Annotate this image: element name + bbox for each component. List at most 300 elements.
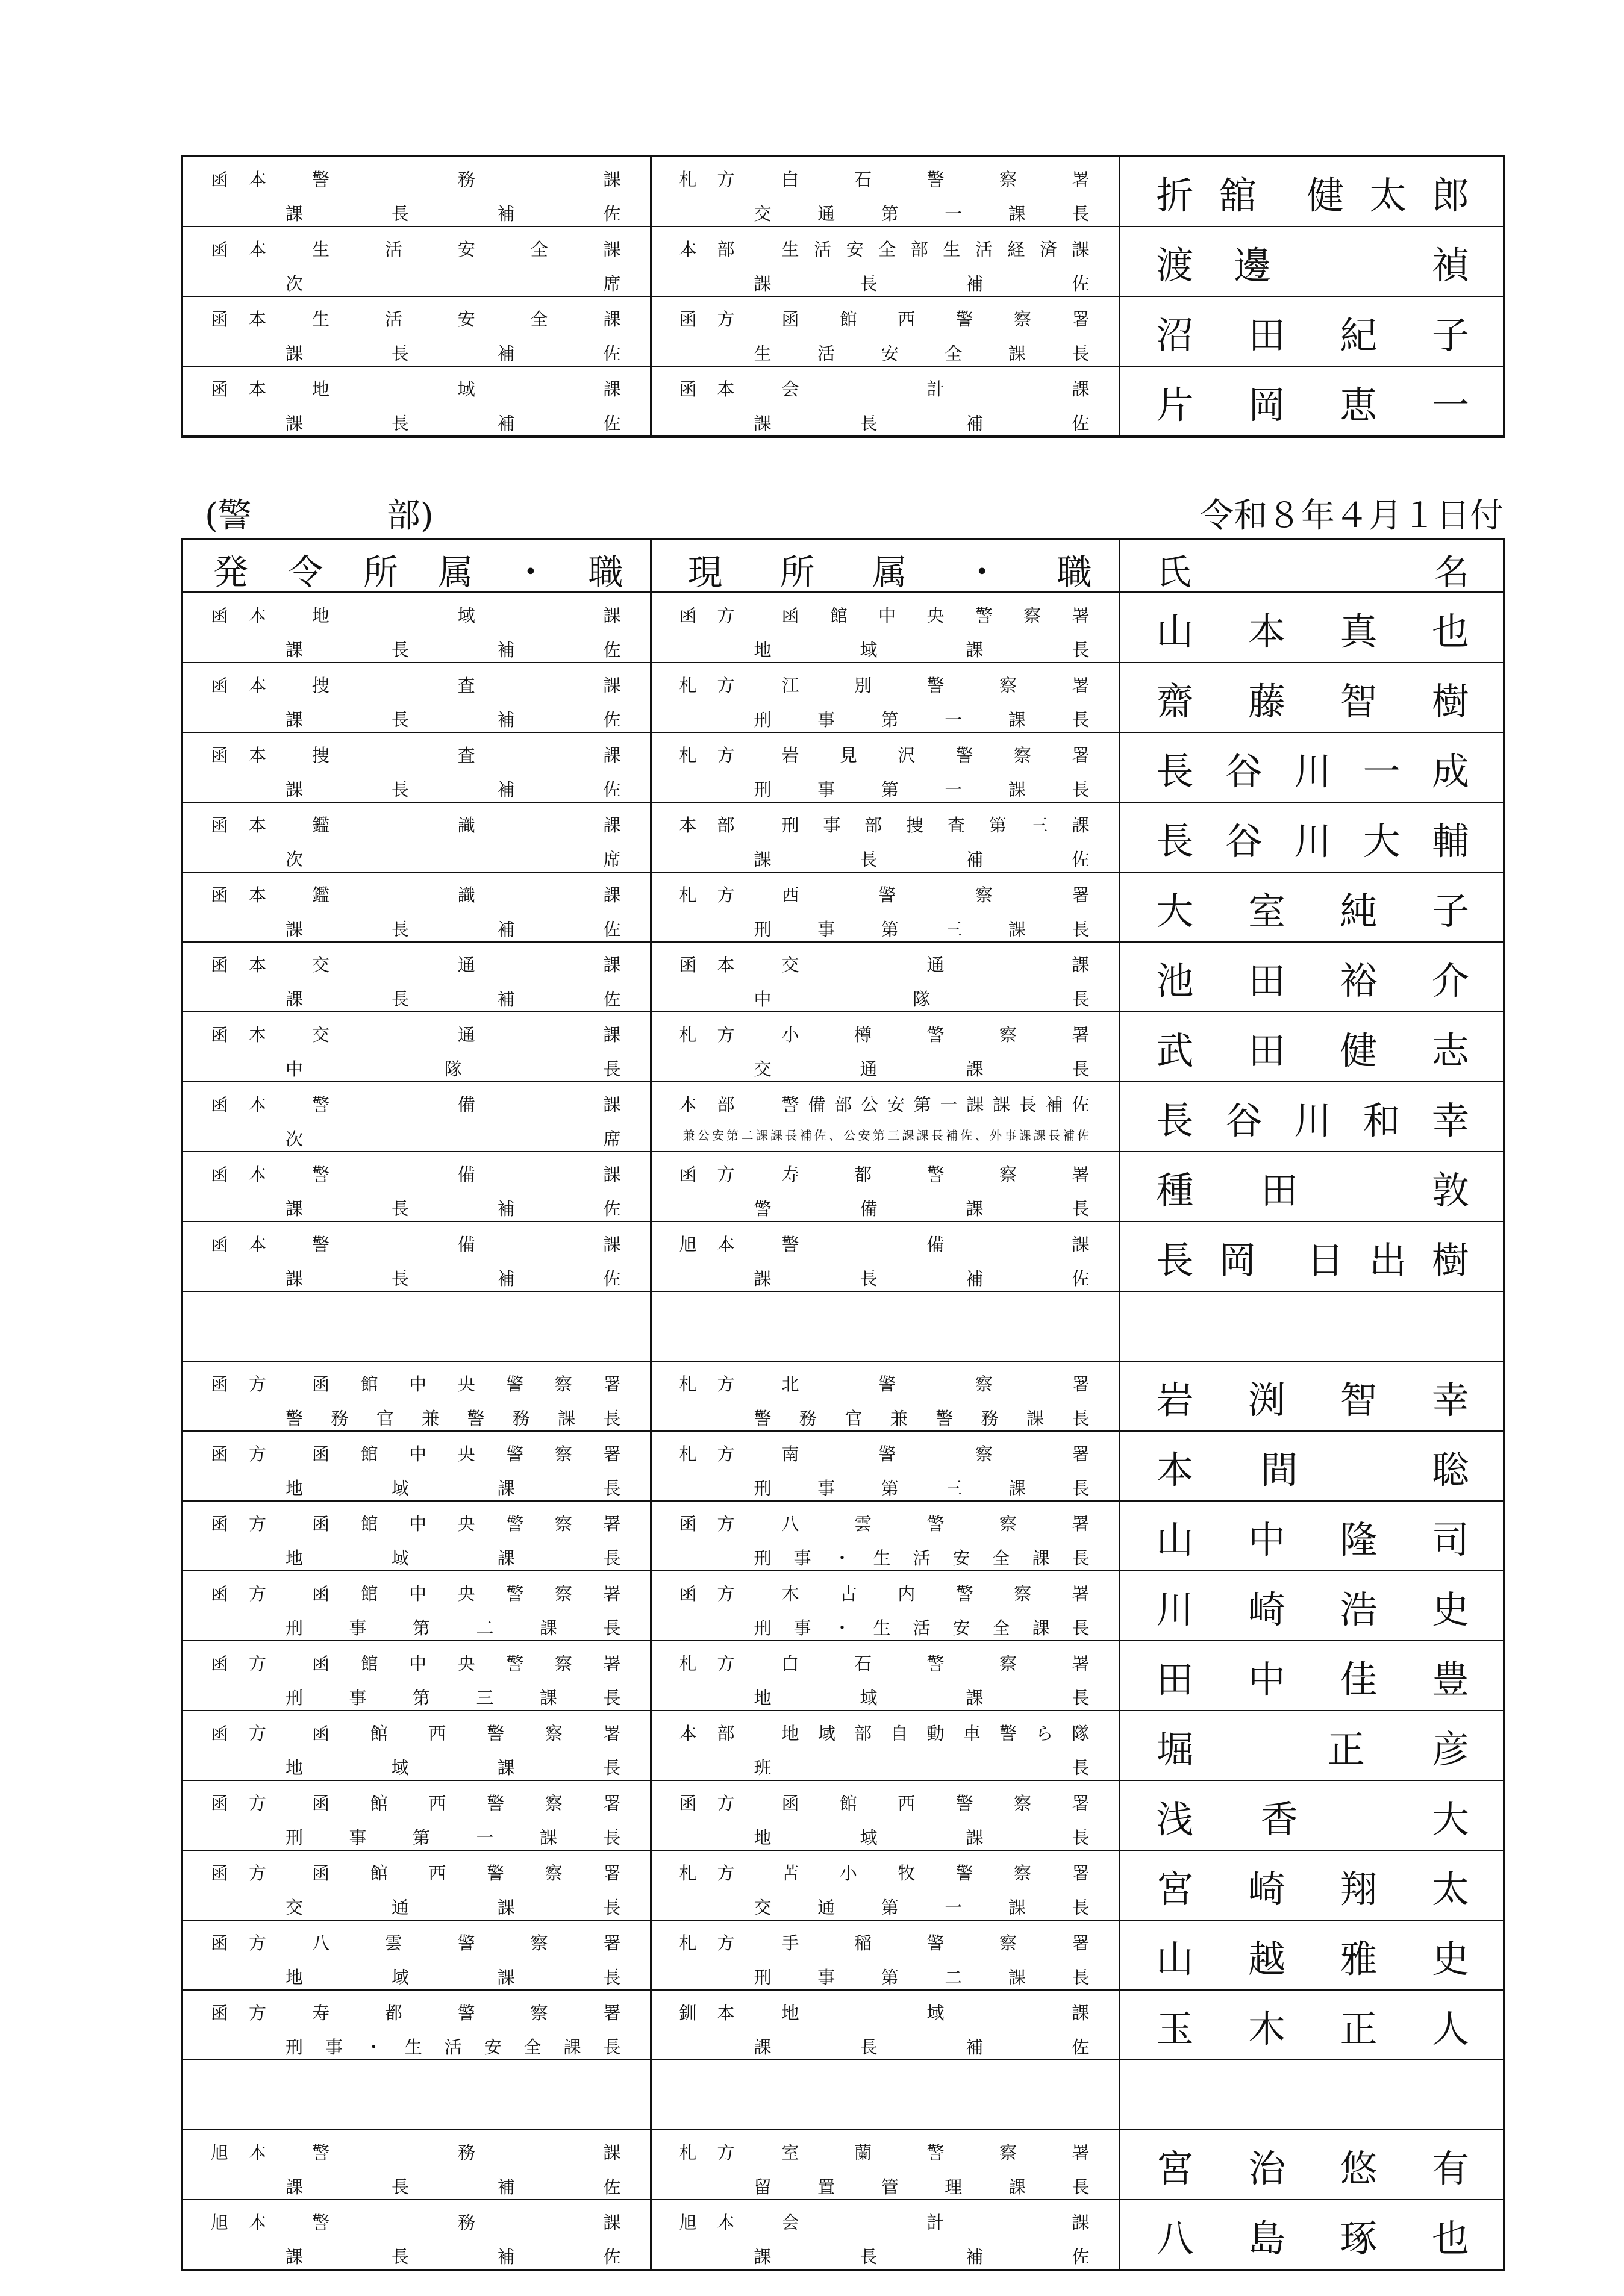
from-unit: 警備課 — [312, 1164, 621, 1185]
current-title: 課長補佐 — [754, 2247, 1090, 2266]
current-post-cell — [651, 1850, 1119, 1920]
from-unit: 函館西警察署 — [312, 1792, 621, 1814]
table-header-row — [182, 539, 1504, 592]
name-char: 也 — [1431, 610, 1469, 654]
table-row — [182, 156, 1504, 226]
name-char: 聡 — [1431, 1448, 1469, 1492]
name-char: 樹 — [1431, 679, 1469, 723]
current-region: 釧本 — [679, 2002, 735, 2023]
from-post-line1 — [211, 307, 621, 329]
from-title: 課長補佐 — [286, 640, 621, 660]
current-region: 函本 — [679, 954, 735, 975]
from-title: 中隊長 — [286, 1059, 621, 1079]
from-post-cell — [182, 1361, 651, 1431]
current-post-line1 — [679, 376, 1090, 399]
name-cell — [1119, 1361, 1504, 1431]
name-char: 子 — [1431, 313, 1469, 357]
from-title: 地域課長 — [286, 1967, 621, 1987]
name-cell — [1119, 2200, 1504, 2270]
name-char: 邊 — [1234, 243, 1272, 287]
current-region: 旭本 — [679, 2212, 735, 2233]
name-char: 舘 — [1219, 173, 1257, 217]
from-region: 函方 — [211, 2002, 266, 2023]
name-char: 宮 — [1156, 1867, 1194, 1911]
current-unit: 木古内警察署 — [781, 1583, 1090, 1604]
current-title: 刑事第二課長 — [754, 1967, 1090, 1987]
name-cell — [1119, 1152, 1504, 1221]
from-post-cell — [182, 872, 651, 942]
name-char: 間 — [1260, 1448, 1298, 1492]
from-unit: 函館西警察署 — [312, 1862, 621, 1883]
table-row — [182, 732, 1504, 802]
from-post-cell — [182, 156, 651, 226]
name-cell — [1119, 802, 1504, 872]
from-unit: 函館中央警察署 — [312, 1443, 621, 1464]
current-unit: 手稲警察署 — [781, 1932, 1090, 1953]
from-title: 課長補佐 — [286, 343, 621, 363]
table-row — [182, 296, 1504, 366]
name-char: 長 — [1156, 1099, 1194, 1143]
from-post-cell — [182, 1501, 651, 1571]
name-char: 田 — [1156, 1658, 1194, 1702]
name-char: 川 — [1294, 1099, 1332, 1143]
current-region: 札方 — [679, 1862, 735, 1883]
current-post-line1 — [679, 743, 1090, 766]
name-char: 八 — [1156, 2216, 1194, 2260]
current-post-cell — [651, 1711, 1119, 1780]
name-char: 浩 — [1340, 1588, 1378, 1632]
from-region: 旭本 — [211, 2212, 266, 2233]
from-post-line1 — [211, 813, 621, 835]
name-cell — [1119, 1571, 1504, 1641]
header-name — [1157, 544, 1470, 594]
from-unit: 警備課 — [312, 1094, 621, 1115]
from-post-line1 — [211, 603, 621, 626]
current-post-cell — [651, 1361, 1119, 1431]
from-post-cell — [182, 296, 651, 366]
current-post-line1 — [679, 882, 1090, 905]
current-title: 地域課長 — [754, 1688, 1090, 1708]
from-unit: 警備課 — [312, 1234, 621, 1255]
person-name — [1157, 1936, 1470, 1982]
person-name — [1157, 2216, 1470, 2262]
name-char: 翔 — [1340, 1867, 1378, 1911]
from-region: 函方 — [211, 1792, 266, 1814]
name-cell — [1119, 226, 1504, 296]
current-post-cell — [651, 802, 1119, 872]
name-char: 武 — [1156, 1029, 1194, 1073]
from-post-cell — [182, 592, 651, 663]
current-title: 留置管理課長 — [754, 2177, 1090, 2197]
current-title: 地域課長 — [754, 640, 1090, 660]
person-name — [1157, 1028, 1470, 1074]
from-post-line1 — [211, 237, 621, 260]
person-name — [1157, 819, 1470, 864]
name-char: 田 — [1248, 959, 1285, 1003]
current-post-line1 — [679, 1441, 1090, 1464]
name-cell — [1119, 1291, 1504, 1361]
name-char: 田 — [1260, 1168, 1298, 1212]
current-title: 課長補佐 — [754, 2037, 1090, 2057]
current-unit: 岩見沢警察署 — [781, 744, 1090, 766]
name-char: 山 — [1156, 610, 1194, 654]
name-char: 日 — [1307, 1238, 1344, 1282]
table-row — [182, 1571, 1504, 1641]
current-post-line1 — [679, 2000, 1090, 2023]
name-char: 樹 — [1431, 1238, 1469, 1282]
name-char: 智 — [1340, 1378, 1378, 1422]
current-region: 函方 — [679, 308, 735, 329]
current-region: 旭本 — [679, 1234, 735, 1255]
current-region: 札方 — [679, 675, 735, 696]
from-title: 課長補佐 — [286, 2177, 621, 2197]
current-region: 函方 — [679, 605, 735, 626]
from-unit: 寿都警察署 — [312, 2002, 621, 2023]
current-post-cell — [651, 296, 1119, 366]
name-char: 池 — [1156, 959, 1194, 1003]
from-title: 地域課長 — [286, 1548, 621, 1568]
current-post-cell — [651, 366, 1119, 437]
from-region: 函本 — [211, 744, 266, 766]
from-unit: 地域課 — [312, 378, 621, 399]
from-post-line1 — [211, 743, 621, 766]
name-char: 史 — [1431, 1588, 1469, 1632]
current-title: 刑事第一課長 — [754, 779, 1090, 799]
current-unit: 西警察署 — [781, 884, 1090, 905]
name-char: 本 — [1248, 610, 1285, 654]
from-unit: 捜査課 — [312, 744, 621, 766]
current-title: 課長補佐 — [754, 273, 1090, 293]
name-char: 健 — [1340, 1029, 1378, 1073]
from-title: 地域課長 — [286, 1478, 621, 1498]
name-char: 出 — [1369, 1238, 1407, 1282]
from-region: 函本 — [211, 239, 266, 260]
person-name — [1157, 1517, 1470, 1563]
name-char: 幸 — [1431, 1099, 1469, 1143]
current-post-line1 — [679, 1791, 1090, 1814]
from-post-line1 — [211, 952, 621, 975]
name-cell — [1119, 1711, 1504, 1780]
from-region: 函本 — [211, 1164, 266, 1185]
from-region: 函方 — [211, 1443, 266, 1464]
current-region: 函方 — [679, 1164, 735, 1185]
person-name — [1157, 1098, 1470, 1144]
table-row — [182, 1082, 1504, 1152]
name-char: 隆 — [1340, 1518, 1378, 1562]
from-title: 刑事第二課長 — [286, 1618, 621, 1638]
current-region: 函方 — [679, 1792, 735, 1814]
from-post-cell — [182, 732, 651, 802]
name-char: 長 — [1156, 819, 1194, 863]
current-unit: 江別警察署 — [781, 675, 1090, 696]
current-post-line1 — [679, 603, 1090, 626]
from-post-line1 — [211, 376, 621, 399]
name-cell — [1119, 942, 1504, 1012]
current-post-line1 — [679, 813, 1090, 835]
name-cell — [1119, 366, 1504, 437]
from-unit: 函館中央警察署 — [312, 1373, 621, 1394]
current-post-line1 — [679, 1861, 1090, 1883]
name-cell — [1119, 1920, 1504, 1990]
name-char: 佳 — [1340, 1658, 1378, 1702]
from-post-cell — [182, 1780, 651, 1850]
from-post-line1 — [211, 167, 621, 190]
name-char: 木 — [1248, 2007, 1285, 2051]
person-name — [1157, 1797, 1470, 1842]
from-region: 函方 — [211, 1723, 266, 1744]
current-post-line1 — [679, 1371, 1090, 1394]
current-unit: 交通課 — [781, 954, 1090, 975]
current-post-cell — [651, 872, 1119, 942]
name-cell — [1119, 732, 1504, 802]
from-region: 函本 — [211, 169, 266, 190]
name-cell — [1119, 592, 1504, 663]
name-char: 田 — [1248, 313, 1285, 357]
name-char: 禎 — [1431, 243, 1469, 287]
from-post-line1 — [211, 2210, 621, 2233]
name-cell — [1119, 1012, 1504, 1082]
name-char: 琢 — [1340, 2216, 1378, 2260]
name-char: 人 — [1431, 2007, 1469, 2051]
current-post-line1 — [679, 1651, 1090, 1674]
from-post-line1 — [211, 1721, 621, 1744]
from-title: 課長補佐 — [286, 989, 621, 1009]
from-unit: 警務課 — [312, 2212, 621, 2233]
name-char: 司 — [1431, 1518, 1469, 1562]
name-char: 紀 — [1340, 313, 1378, 357]
current-title: 中隊長 — [754, 989, 1090, 1009]
current-post-cell — [651, 2200, 1119, 2270]
current-post-line1 — [679, 307, 1090, 329]
name-cell — [1119, 663, 1504, 732]
from-post-line1 — [211, 1022, 621, 1045]
name-char: 大 — [1363, 819, 1401, 863]
from-post-line1 — [211, 1791, 621, 1814]
name-char: 恵 — [1340, 383, 1378, 427]
current-title: 刑事第一課長 — [754, 710, 1090, 729]
current-unit: 会計課 — [781, 2212, 1090, 2233]
name-char: 彦 — [1431, 1727, 1469, 1771]
from-unit: 函館中央警察署 — [312, 1653, 621, 1674]
table-row — [182, 802, 1504, 872]
current-title: 刑事・生活安全課長 — [754, 1618, 1090, 1638]
from-title: 課長補佐 — [286, 413, 621, 433]
from-title: 刑事第三課長 — [286, 1688, 621, 1708]
name-char: 長 — [1156, 749, 1194, 793]
current-post-line1 — [679, 237, 1090, 260]
name-char: 崎 — [1248, 1588, 1285, 1632]
current-post-line1 — [679, 1581, 1090, 1604]
name-char: 香 — [1260, 1797, 1298, 1841]
current-region: 札方 — [679, 1932, 735, 1953]
person-name — [1157, 1727, 1470, 1773]
current-region: 札方 — [679, 1024, 735, 1045]
from-region: 函本 — [211, 1094, 266, 1115]
from-region: 函本 — [211, 378, 266, 399]
current-region: 札方 — [679, 1443, 735, 1464]
current-post-cell — [651, 156, 1119, 226]
table-row — [182, 2060, 1504, 2130]
name-char: 川 — [1156, 1588, 1194, 1632]
table-row — [182, 1641, 1504, 1711]
from-region: 函本 — [211, 814, 266, 835]
current-title: 刑事第三課長 — [754, 1478, 1090, 1498]
from-post-line1 — [211, 1581, 621, 1604]
current-unit: 白石警察署 — [781, 1653, 1090, 1674]
current-unit: 函館西警察署 — [781, 308, 1090, 329]
from-post-cell — [182, 1221, 651, 1291]
rank-category: (警 部) — [205, 496, 434, 535]
name-char: 玉 — [1156, 2007, 1194, 2051]
name-char: 浅 — [1156, 1797, 1194, 1841]
current-post-cell — [651, 942, 1119, 1012]
header-name-right: 名 — [1434, 552, 1469, 593]
name-char: 子 — [1431, 889, 1469, 933]
from-post-cell — [182, 1291, 651, 1361]
from-post-line1 — [211, 1092, 621, 1115]
name-char: 長 — [1156, 1238, 1194, 1282]
from-post-cell — [182, 1431, 651, 1501]
header-from-post: 発令所属・職 — [213, 552, 623, 593]
current-post-cell — [651, 663, 1119, 732]
person-name — [1157, 173, 1470, 219]
from-post-cell — [182, 2130, 651, 2200]
name-cell — [1119, 1780, 1504, 1850]
name-char: 大 — [1156, 889, 1194, 933]
from-post-line1 — [211, 1232, 621, 1255]
name-char: 正 — [1327, 1727, 1365, 1771]
name-char: 一 — [1431, 383, 1469, 427]
current-title: 課長補佐 — [754, 849, 1090, 869]
name-cell — [1119, 1431, 1504, 1501]
current-post-cell — [651, 1012, 1119, 1082]
person-name — [1157, 888, 1470, 934]
person-name — [1157, 1168, 1470, 1214]
from-post-cell — [182, 1082, 651, 1152]
name-char: 田 — [1248, 1029, 1285, 1073]
current-post-line1 — [679, 167, 1090, 190]
current-title: 交通第一課長 — [754, 204, 1090, 223]
table-row — [182, 872, 1504, 942]
person-name — [1157, 1447, 1470, 1493]
current-region: 本部 — [679, 1094, 735, 1115]
current-region: 札方 — [679, 1373, 735, 1394]
current-title: 警備課長 — [754, 1199, 1090, 1218]
current-post-cell — [651, 1221, 1119, 1291]
from-title: 警務官兼警務課長 — [286, 1408, 621, 1428]
current-post-cell — [651, 1082, 1119, 1152]
from-unit: 函館中央警察署 — [312, 1583, 621, 1604]
table-row — [182, 1431, 1504, 1501]
from-unit: 鑑識課 — [312, 814, 621, 835]
from-post-line1 — [211, 1162, 621, 1185]
current-post-line1 — [679, 1022, 1090, 1045]
name-char: 雅 — [1340, 1937, 1378, 1981]
current-title: 刑事第三課長 — [754, 919, 1090, 939]
person-name — [1157, 749, 1470, 794]
name-char: 本 — [1156, 1448, 1194, 1492]
name-cell — [1119, 1641, 1504, 1711]
current-unit: 生活安全部生活経済課 — [781, 239, 1090, 260]
name-char: 成 — [1431, 749, 1469, 793]
name-char: 島 — [1248, 2216, 1285, 2260]
current-unit: 南警察署 — [781, 1443, 1090, 1464]
current-unit: 苫小牧警察署 — [781, 1862, 1090, 1883]
name-cell — [1119, 2130, 1504, 2200]
appointment-table-continued — [181, 155, 1505, 438]
name-char: 郎 — [1431, 173, 1469, 217]
from-unit: 交通課 — [312, 1024, 621, 1045]
current-unit: 警備課 — [781, 1234, 1090, 1255]
current-title: 警務官兼警務課長 — [754, 1408, 1090, 1428]
name-cell — [1119, 872, 1504, 942]
from-post-line1 — [211, 882, 621, 905]
from-unit: 函館中央警察署 — [312, 1513, 621, 1534]
from-region: 函方 — [211, 1932, 266, 1953]
from-region: 函方 — [211, 1862, 266, 1883]
from-unit: 鑑識課 — [312, 884, 621, 905]
current-post-cell — [651, 1431, 1119, 1501]
name-char: 中 — [1248, 1518, 1285, 1562]
name-char: 谷 — [1225, 749, 1263, 793]
table-row — [182, 1291, 1504, 1361]
table-row — [182, 1501, 1504, 1571]
person-name — [1157, 1867, 1470, 1912]
current-region: 札方 — [679, 169, 735, 190]
name-char: 片 — [1156, 383, 1194, 427]
current-unit: 会計課 — [781, 378, 1090, 399]
from-title: 課長補佐 — [286, 204, 621, 223]
name-char: 悠 — [1340, 2147, 1378, 2191]
from-title: 刑事・生活安全課長 — [286, 2037, 621, 2057]
name-char: 渕 — [1248, 1378, 1285, 1422]
from-title: 次席 — [286, 1129, 621, 1149]
name-char: 種 — [1156, 1168, 1194, 1212]
table-row — [182, 1920, 1504, 1990]
current-post-cell — [651, 1990, 1119, 2060]
from-unit: 地域課 — [312, 605, 621, 626]
table-row — [182, 226, 1504, 296]
name-char: 折 — [1156, 173, 1194, 217]
name-char: 岡 — [1219, 1238, 1257, 1282]
from-region: 函方 — [211, 1653, 266, 1674]
from-title: 交通課長 — [286, 1897, 621, 1917]
from-post-line1 — [211, 2000, 621, 2023]
table-row — [182, 1780, 1504, 1850]
person-name — [1157, 679, 1470, 725]
table-row — [182, 592, 1504, 663]
current-title: 兼公安第二課課長補佐、公安第三課課長補佐、外事課課長補佐 — [682, 1128, 1090, 1143]
person-name — [1157, 243, 1470, 289]
from-post-line1 — [211, 1441, 621, 1464]
current-post-line1 — [679, 2210, 1090, 2233]
from-post-cell — [182, 366, 651, 437]
from-post-line1 — [211, 2140, 621, 2163]
from-unit: 捜査課 — [312, 675, 621, 696]
current-unit: 警備部公安第一課課長補佐 — [781, 1094, 1090, 1115]
person-name — [1157, 1377, 1470, 1423]
from-unit: 交通課 — [312, 954, 621, 975]
current-unit: 北警察署 — [781, 1373, 1090, 1394]
from-region: 函本 — [211, 1024, 266, 1045]
name-char: 正 — [1340, 2007, 1378, 2051]
from-post-line1 — [211, 673, 621, 696]
current-unit: 函館西警察署 — [781, 1792, 1090, 1814]
from-unit: 函館西警察署 — [312, 1723, 621, 1744]
name-cell — [1119, 1221, 1504, 1291]
name-char: 太 — [1431, 1867, 1469, 1911]
from-region: 函本 — [211, 954, 266, 975]
